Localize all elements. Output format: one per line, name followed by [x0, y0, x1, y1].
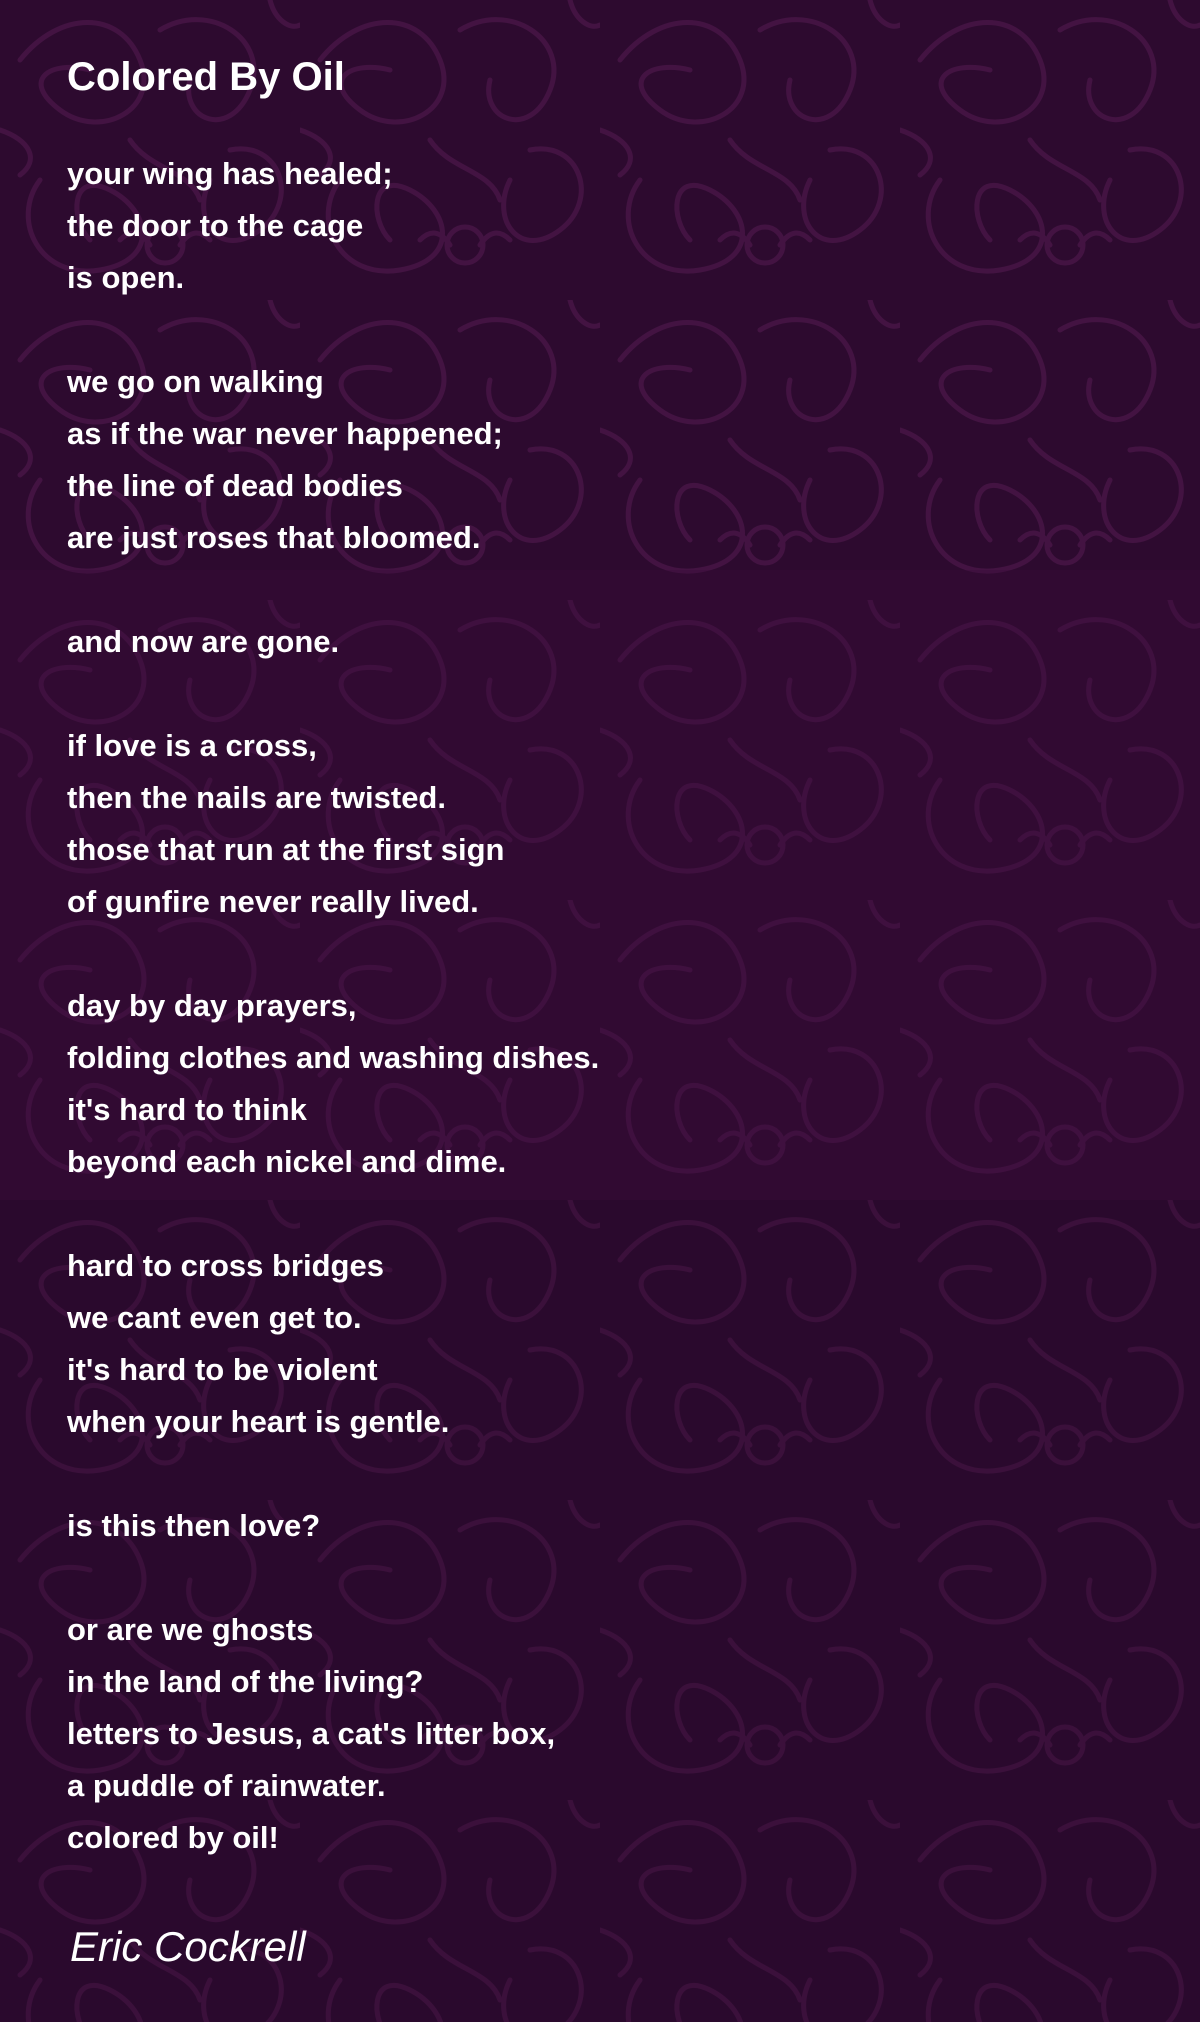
poem-line: beyond each nickel and dime.: [67, 1144, 507, 1179]
poem-line: it's hard to be violent: [67, 1352, 378, 1387]
poem-line: the line of dead bodies: [67, 468, 403, 503]
poem-author: Eric Cockrell: [70, 1923, 306, 1970]
poem-line: are just roses that bloomed.: [67, 520, 481, 555]
poem-line: when your heart is gentle.: [67, 1404, 450, 1439]
poem-line: we cant even get to.: [67, 1300, 362, 1335]
poem-line: hard to cross bridges: [67, 1248, 384, 1283]
poem-line: letters to Jesus, a cat's litter box,: [67, 1716, 556, 1751]
poem-line: your wing has healed;: [67, 156, 393, 191]
poem-line: colored by oil!: [67, 1820, 279, 1855]
poem-line: day by day prayers,: [67, 988, 357, 1023]
poem-line: if love is a cross,: [67, 728, 317, 763]
poem-line: we go on walking: [67, 364, 324, 399]
poem-line: of gunfire never really lived.: [67, 884, 479, 919]
poem-line: in the land of the living?: [67, 1664, 424, 1699]
poem-line: is this then love?: [67, 1508, 321, 1543]
poem-line: the door to the cage: [67, 208, 364, 243]
stanza-gap: [67, 1552, 599, 1604]
stanza-gap: [67, 668, 599, 720]
poem-line: or are we ghosts: [67, 1612, 314, 1647]
stanza-gap: [67, 564, 599, 616]
poem-line: a puddle of rainwater.: [67, 1768, 386, 1803]
stanza-gap: [67, 928, 599, 980]
poem-line: as if the war never happened;: [67, 416, 503, 451]
stanza-gap: [67, 1188, 599, 1240]
poem-line: is open.: [67, 260, 185, 295]
poem-line: those that run at the first sign: [67, 832, 505, 867]
poem-line: then the nails are twisted.: [67, 780, 446, 815]
poem-line: folding clothes and washing dishes.: [67, 1040, 600, 1075]
poem-line: it's hard to think: [67, 1092, 307, 1127]
poem-body: [67, 148, 599, 1864]
stanza-gap: [67, 304, 599, 356]
poem-line: and now are gone.: [67, 624, 340, 659]
stanza-gap: [67, 1448, 599, 1500]
poem-title: Colored By Oil: [67, 55, 345, 99]
